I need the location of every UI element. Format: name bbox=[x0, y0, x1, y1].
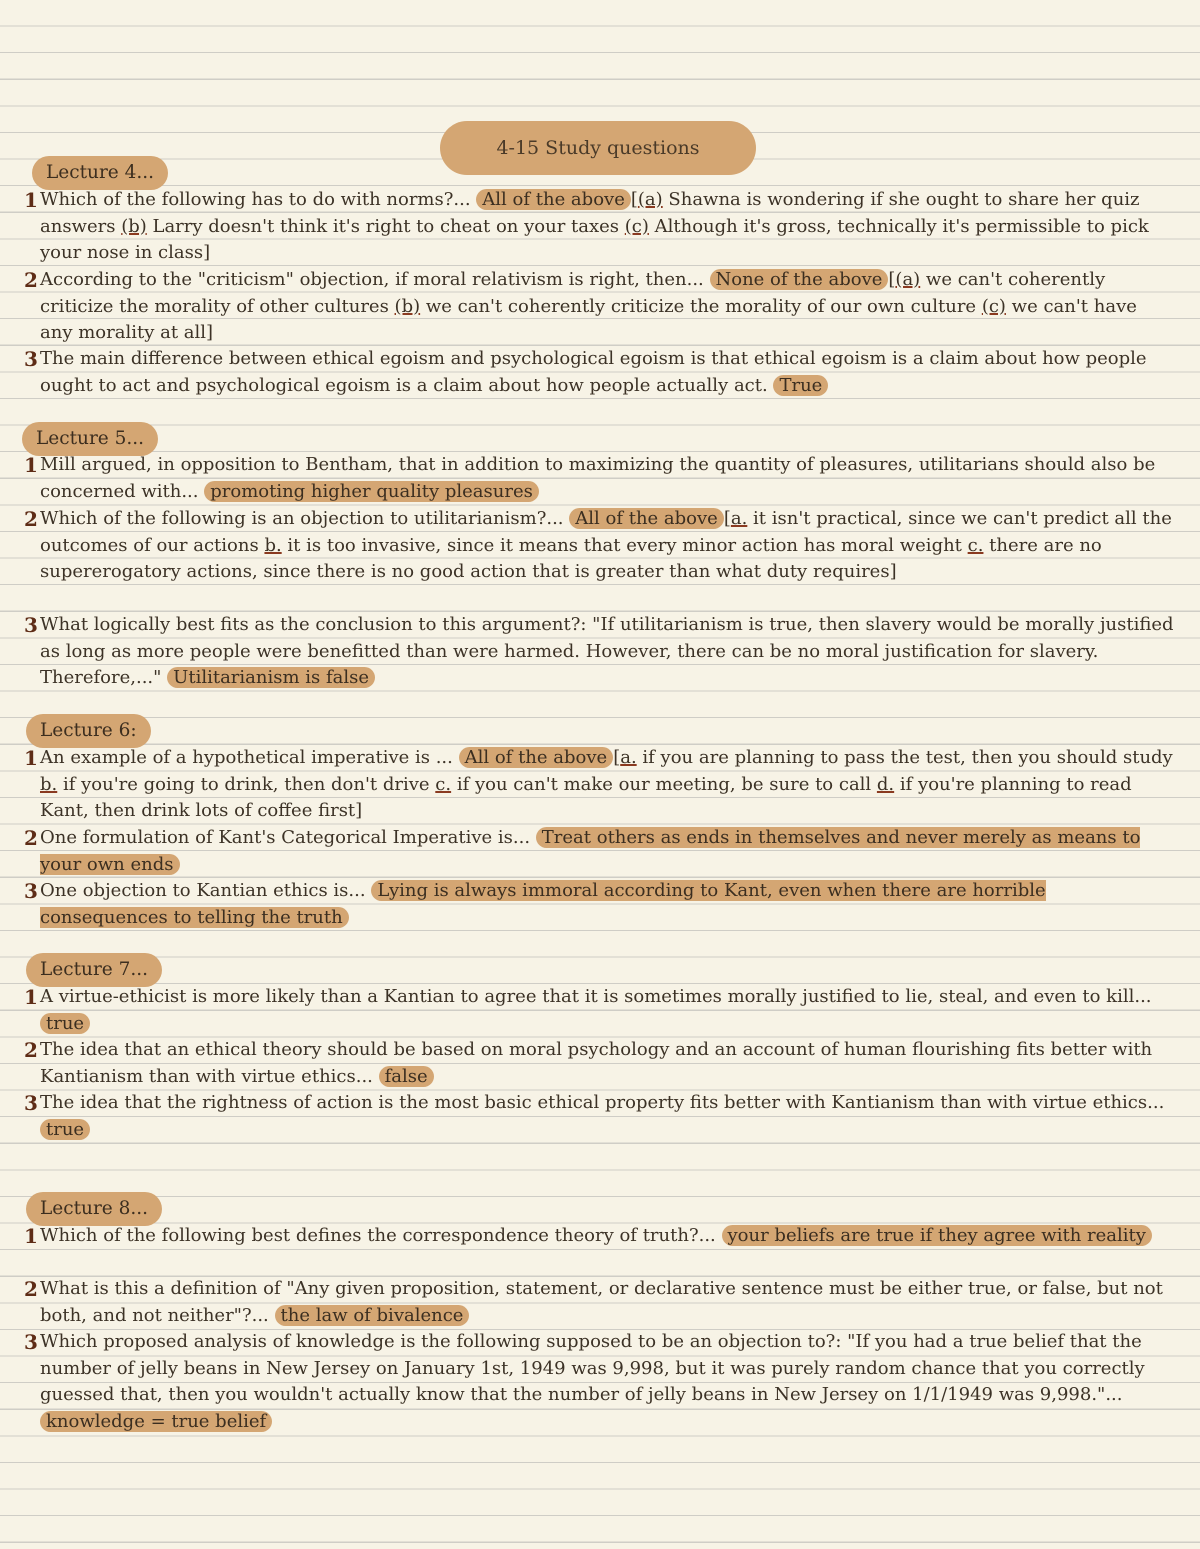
question-text: One objection to Kantian ethics is... bbox=[40, 880, 366, 901]
question-text: Which of the following has to do with norms?... bbox=[40, 189, 471, 210]
option-text: if you're planning to read Kant, then drink lots of coffee first] bbox=[40, 773, 1132, 822]
answer-highlight: All of the above bbox=[569, 508, 724, 529]
question-text: One formulation of Kant's Categorical Imperative is... bbox=[40, 827, 531, 848]
option-label: c. bbox=[967, 534, 984, 556]
question-number: 3 bbox=[24, 1091, 38, 1115]
answer-highlight: All of the above bbox=[459, 747, 614, 768]
question-text: What is this a definition of "Any given proposition, statement, or declarative sentence must be either true, or false, but not both, and not neither"?... bbox=[40, 1278, 1163, 1326]
answer-highlight: None of the above bbox=[710, 269, 889, 290]
option-text: we can't have any morality at all] bbox=[40, 295, 1137, 344]
question-item bbox=[24, 825, 1175, 878]
question-number: 2 bbox=[24, 1038, 38, 1062]
question-item bbox=[24, 452, 1175, 505]
question-number: 2 bbox=[24, 268, 38, 292]
bracket: [ bbox=[723, 508, 731, 529]
question-item bbox=[24, 1037, 1175, 1090]
question-item bbox=[24, 187, 1175, 267]
question-text: The idea that the rightness of action is the most basic ethical property fits better with Kantianism than with virtue ethics... bbox=[40, 1092, 1165, 1113]
question-item bbox=[24, 878, 1175, 931]
question-item bbox=[24, 1276, 1175, 1329]
question-text: The main difference between ethical egoism and psychological egoism is that ethical egoism is a claim about how people ought to act and psychological egoism is a claim about how people actually act. bbox=[40, 348, 1147, 396]
option-label: a. bbox=[620, 747, 637, 768]
question-item bbox=[24, 1223, 1175, 1250]
question-text: According to the "criticism" objection, if moral relativism is right, then... bbox=[40, 269, 704, 290]
bracket: [ bbox=[888, 269, 896, 290]
question-number: 2 bbox=[24, 507, 38, 531]
option-label: (a) bbox=[895, 269, 921, 290]
answer-highlight: All of the above bbox=[476, 189, 631, 210]
answer-highlight: true bbox=[40, 1013, 90, 1034]
option-text: we can't coherently criticize the morality of our own culture bbox=[420, 295, 982, 317]
question-text: Mill argued, in opposition to Bentham, that in addition to maximizing the quantity of pleasures, utilitarians should also be concerned with... bbox=[40, 454, 1156, 502]
answer-highlight: Lying is always immoral according to Kant, even when there are horrible consequences to telling the truth bbox=[40, 880, 1046, 928]
option-text: if you are planning to pass the test, then you should study bbox=[636, 747, 1173, 768]
answer-highlight: promoting higher quality pleasures bbox=[204, 481, 539, 502]
option-label: b. bbox=[40, 773, 58, 795]
answer-highlight: true bbox=[40, 1119, 90, 1140]
option-label: c. bbox=[435, 773, 452, 795]
option-text: it is too invasive, since it means that every minor action has moral weight bbox=[281, 534, 968, 556]
option-label: b. bbox=[264, 534, 282, 556]
question-number: 1 bbox=[24, 188, 38, 212]
question-item bbox=[24, 1329, 1175, 1435]
lecture-heading: Lecture 5... bbox=[22, 422, 158, 456]
lecture-heading: Lecture 6: bbox=[26, 714, 151, 748]
answer-highlight: the law of bivalence bbox=[275, 1305, 470, 1326]
question-text: A virtue-ethicist is more likely than a Kantian to agree that it is sometimes morally justified to lie, steal, and even to kill... bbox=[40, 986, 1152, 1007]
answer-highlight: knowledge = true belief bbox=[40, 1411, 272, 1432]
question-number: 2 bbox=[24, 826, 38, 850]
option-text: we can't coherently criticize the morality of other cultures bbox=[40, 269, 1106, 317]
option-label: (b) bbox=[394, 295, 421, 317]
question-number: 3 bbox=[24, 347, 38, 371]
option-label: (c) bbox=[981, 295, 1006, 317]
option-text: there are no supererogatory actions, since there is no good action that is greater than what duty requires] bbox=[40, 534, 1102, 583]
answer-highlight: True bbox=[773, 375, 828, 396]
option-label: (b) bbox=[121, 215, 147, 237]
question-number: 1 bbox=[24, 1224, 38, 1248]
question-number: 2 bbox=[24, 1277, 38, 1301]
question-number: 3 bbox=[24, 879, 38, 903]
option-label: (a) bbox=[637, 189, 663, 210]
question-item bbox=[24, 984, 1175, 1037]
option-text: if you can't make our meeting, be sure to call bbox=[451, 773, 877, 795]
question-text: Which of the following is an objection to utilitarianism?... bbox=[40, 508, 564, 529]
question-item bbox=[24, 267, 1175, 347]
question-number: 3 bbox=[24, 613, 38, 637]
question-item bbox=[24, 745, 1175, 825]
question-number: 3 bbox=[24, 1330, 38, 1354]
question-item bbox=[24, 1090, 1175, 1143]
lecture-heading: Lecture 4... bbox=[32, 156, 168, 190]
question-text: What logically best fits as the conclusion to this argument?: "If utilitarianism is true, then slavery would be morally justified as long as more people were benefitted than were harmed. However, there can be no moral justification for slavery. Therefore,..." bbox=[40, 614, 1174, 689]
option-text: Although it's gross, technically it's permissible to pick your nose in class] bbox=[40, 215, 1149, 264]
lecture-heading: Lecture 7... bbox=[26, 953, 162, 987]
question-number: 1 bbox=[24, 746, 38, 770]
question-item bbox=[24, 612, 1175, 692]
option-label: (c) bbox=[624, 215, 649, 237]
bracket: [ bbox=[630, 189, 638, 210]
answer-highlight: Utilitarianism is false bbox=[167, 667, 375, 688]
option-text: Larry doesn't think it's right to cheat on your taxes bbox=[146, 215, 625, 237]
page-title: 4-15 Study questions bbox=[440, 121, 756, 175]
question-text: Which proposed analysis of knowledge is the following supposed to be an objection to?: "If you had a true belief that the number of jelly beans in New Jersey on January 1st, 1949 was 9,998, but it was purely random chance that you correctly guessed that, then you wouldn't actually know that the number of jelly beans in New Jersey on 1/1/1949 was 9,998."... bbox=[40, 1331, 1145, 1406]
question-text: The idea that an ethical theory should be based on moral psychology and an account of human flourishing fits better with Kantianism than with virtue ethics... bbox=[40, 1039, 1153, 1087]
option-text: it isn't practical, since we can't predict all the outcomes of our actions bbox=[40, 508, 1172, 556]
answer-highlight: false bbox=[379, 1066, 434, 1087]
question-number: 1 bbox=[24, 453, 38, 477]
question-text: Which of the following best defines the correspondence theory of truth?... bbox=[40, 1225, 716, 1246]
option-text: Shawna is wondering if she ought to share her quiz answers bbox=[40, 189, 1140, 237]
answer-highlight: your beliefs are true if they agree with reality bbox=[722, 1225, 1152, 1246]
option-label: d. bbox=[876, 773, 895, 795]
question-text: An example of a hypothetical imperative is ... bbox=[40, 747, 453, 768]
bracket: [ bbox=[613, 747, 621, 768]
lecture-heading: Lecture 8... bbox=[26, 1192, 162, 1226]
option-text: if you're going to drink, then don't drive bbox=[57, 773, 436, 795]
option-label: a. bbox=[730, 508, 748, 529]
question-item bbox=[24, 346, 1175, 399]
question-item bbox=[24, 506, 1175, 586]
answer-highlight: Treat others as ends in themselves and never merely as means to your own ends bbox=[40, 827, 1141, 875]
question-number: 1 bbox=[24, 985, 38, 1009]
